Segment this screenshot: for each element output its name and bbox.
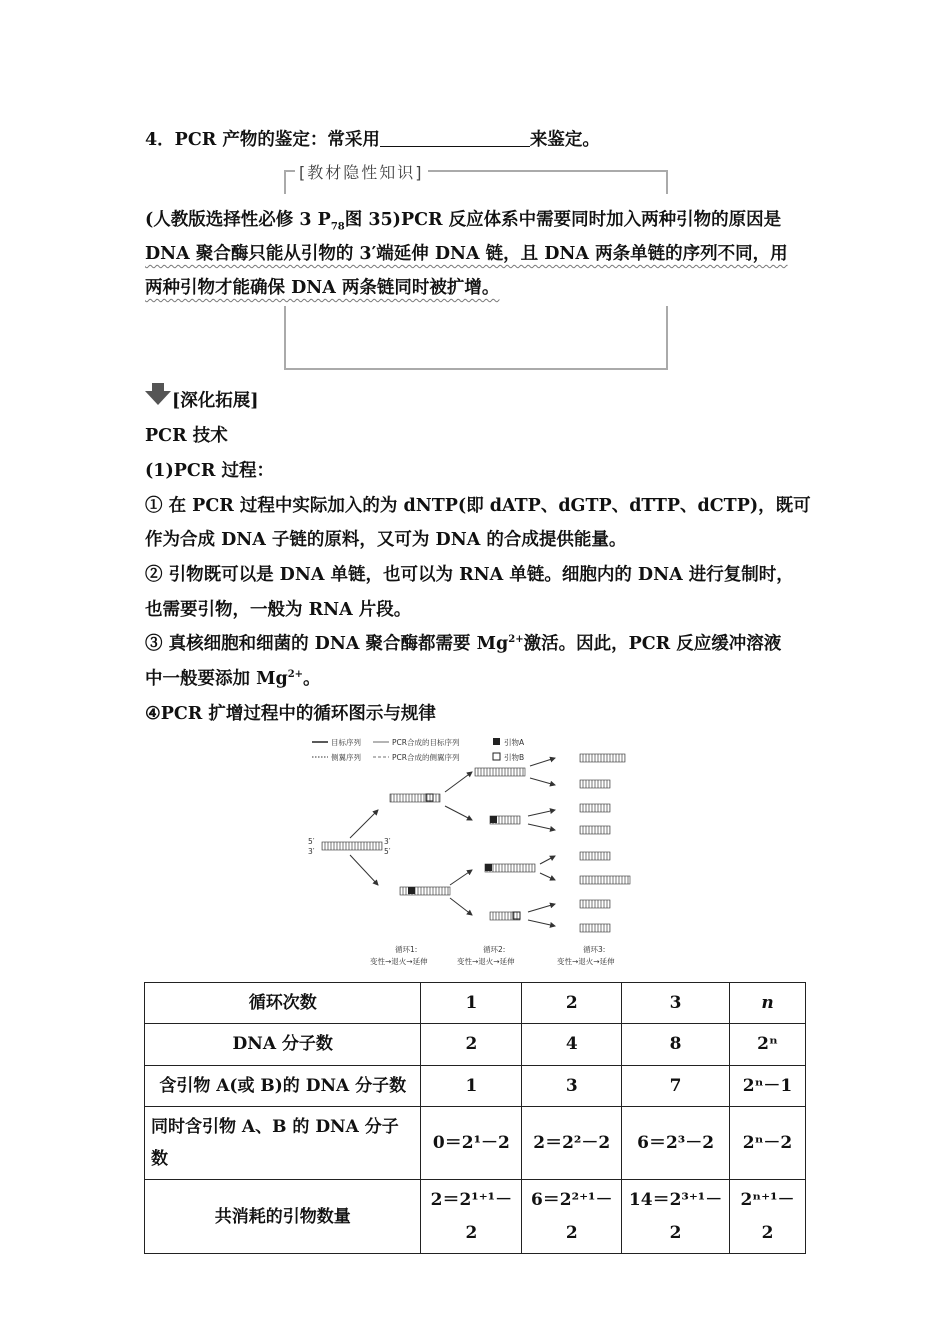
table-cell: 2: [421, 1024, 522, 1065]
arrow-down-icon: [145, 383, 171, 405]
point1-line2: 作为合成 DNA 子链的原料，又可为 DNA 的合成提供能量。: [145, 530, 627, 550]
arrow: [450, 898, 472, 915]
table-cell: 7: [622, 1065, 730, 1106]
arrow: [530, 758, 555, 766]
dna-cycle3: [580, 876, 630, 884]
table-cell: 2ⁿ－2: [730, 1106, 806, 1180]
arrow: [350, 810, 378, 838]
table-cell: 2＝2²－2: [522, 1106, 622, 1180]
arrow: [528, 920, 555, 926]
knowledge-source-page: 78: [330, 221, 345, 233]
legend-primer-b: 引物B: [504, 753, 525, 762]
table-cell: 6＝2²⁺¹－2: [522, 1180, 622, 1254]
section-4-line: [145, 126, 600, 151]
cycle-1-label: 循环1:: [395, 945, 418, 954]
table-cell: 同时含引物 A、B 的 DNA 分子数: [145, 1106, 421, 1180]
table-cell: 循环次数: [145, 983, 421, 1024]
table-cell: 2ⁿ⁺¹－2: [730, 1180, 806, 1254]
arrow: [540, 856, 555, 864]
point3-text-c: 中一般要添加 Mg: [145, 669, 288, 689]
cycle-3-label: 循环3:: [583, 945, 606, 954]
expand-topic: PCR 技术: [145, 426, 228, 446]
cycle-2-label: 循环2:: [483, 945, 506, 954]
arrow: [530, 778, 555, 785]
dna-cycle3: [580, 754, 625, 762]
arrow: [528, 824, 555, 830]
point3-line2: [145, 665, 321, 690]
table-cell: 3: [622, 983, 730, 1024]
knowledge-answer-line1: DNA 聚合酶只能从引物的 3′端延伸 DNA 链，且 DNA 两条单链的序列不同，用: [145, 244, 788, 264]
dna-cycle3: [580, 826, 610, 834]
point2-line1: ② 引物既可以是 DNA 单链，也可以为 RNA 单链。细胞内的 DNA 进行复制时，: [145, 565, 794, 585]
legend-flank: 侧翼序列: [331, 753, 361, 762]
point4-line: ④PCR 扩增过程中的循环图示与规律: [145, 704, 436, 724]
end-label: 3′: [384, 837, 391, 846]
dna-cycle3: [580, 924, 610, 932]
arrow: [540, 873, 555, 880]
dna-initial: [322, 842, 382, 850]
table-cell: DNA 分子数: [145, 1024, 421, 1065]
table-cell: 1: [421, 983, 522, 1024]
dna-cycle1-bottom: [400, 887, 450, 895]
table-cell: 4: [522, 1024, 622, 1065]
point3-text-b: 激活。因此，PCR 反应缓冲溶液: [523, 634, 782, 654]
knowledge-source-b: 图 35)PCR 反应体系中需要同时加入两种引物的原因是: [344, 210, 782, 230]
point3-text-a: ③ 真核细胞和细菌的 DNA 聚合酶都需要 Mg: [145, 634, 509, 654]
knowledge-source-a: (人教版选择性必修 3 P: [145, 210, 331, 230]
dna-cycle3: [580, 804, 610, 812]
section-4-prefix: 4．PCR 产物的鉴定：常采用: [145, 130, 380, 150]
table-cell: 2: [522, 983, 622, 1024]
end-label: 5′: [384, 847, 391, 856]
pcr-cycle-diagram: [300, 730, 645, 970]
table-row: [145, 1106, 806, 1180]
point1-line1: ① 在 PCR 过程中实际加入的为 dNTP(即 dATP、dGTP、dTTP、dCTP)，既可: [145, 496, 811, 516]
arrow: [445, 772, 472, 792]
table-cell: n: [730, 983, 806, 1024]
legend-target: 目标序列: [331, 738, 361, 747]
table-cell: 3: [522, 1065, 622, 1106]
point2-line2: 也需要引物，一般为 RNA 片段。: [145, 600, 412, 620]
table-row: [145, 983, 806, 1024]
legend-primer-a: 引物A: [504, 738, 525, 747]
table-cell: 0＝2¹－2: [421, 1106, 522, 1180]
primer-a: [490, 816, 497, 823]
knowledge-frame-label: [教材隐性知识]: [295, 160, 428, 183]
table-cell: 6＝2³－2: [622, 1106, 730, 1180]
legend-primer-b-square: [493, 753, 500, 760]
point3-line1: [145, 630, 781, 655]
table-cell: 含引物 A(或 B)的 DNA 分子数: [145, 1065, 421, 1106]
legend-primer-a-square: [493, 738, 500, 745]
legend-pcr-target: PCR合成的目标序列: [392, 738, 460, 747]
section-4-suffix: 来鉴定。: [529, 130, 600, 150]
arrow: [445, 806, 472, 820]
table-cell: 14＝2³⁺¹－2: [622, 1180, 730, 1254]
table-row: [145, 1065, 806, 1106]
mg-charge: 2+: [508, 634, 524, 646]
legend-pcr-flank: PCR合成的侧翼序列: [392, 753, 460, 762]
end-label: 5′: [308, 837, 315, 846]
table-cell: 2ⁿ－1: [730, 1065, 806, 1106]
arrow: [528, 904, 555, 912]
knowledge-source-line: [145, 206, 781, 233]
answer-blank[interactable]: [380, 128, 530, 147]
table-cell: 1: [421, 1065, 522, 1106]
arrow: [528, 810, 555, 816]
end-label: 3′: [308, 847, 315, 856]
dna-cycle3: [580, 852, 610, 860]
table-cell: 2＝2¹⁺¹－2: [421, 1180, 522, 1254]
cycle-2-steps: 变性→退火→延伸: [457, 957, 515, 966]
expand-heading: [深化拓展]: [172, 391, 259, 411]
knowledge-frame-bottom: [284, 306, 668, 370]
arrow: [450, 870, 472, 885]
arrow: [350, 855, 378, 885]
table-cell: 8: [622, 1024, 730, 1065]
dna-cycle2: [475, 768, 525, 776]
knowledge-answer-line2-text: 两种引物才能确保 DNA 两条链同时被扩增。: [145, 278, 500, 298]
knowledge-answer-line2: [145, 274, 499, 299]
table-cell: 2ⁿ: [730, 1024, 806, 1065]
table-row: [145, 1024, 806, 1065]
cycle-1-steps: 变性→退火→延伸: [370, 957, 428, 966]
expand-sub1: (1)PCR 过程：: [145, 461, 274, 481]
primer-a: [408, 887, 415, 894]
dna-cycle2: [485, 864, 535, 872]
point3-text-d: 。: [303, 669, 321, 689]
dna-cycle3: [580, 780, 610, 788]
knowledge-label-text: 教材隐性知识: [307, 163, 416, 182]
table-row: [145, 1180, 806, 1254]
pcr-cycle-table: [144, 982, 806, 1254]
dna-cycle3: [580, 900, 610, 908]
mg-charge-2: 2+: [287, 669, 304, 681]
primer-a: [485, 864, 492, 871]
table-cell: 共消耗的引物数量: [145, 1180, 421, 1254]
cycle-3-steps: 变性→退火→延伸: [557, 957, 615, 966]
